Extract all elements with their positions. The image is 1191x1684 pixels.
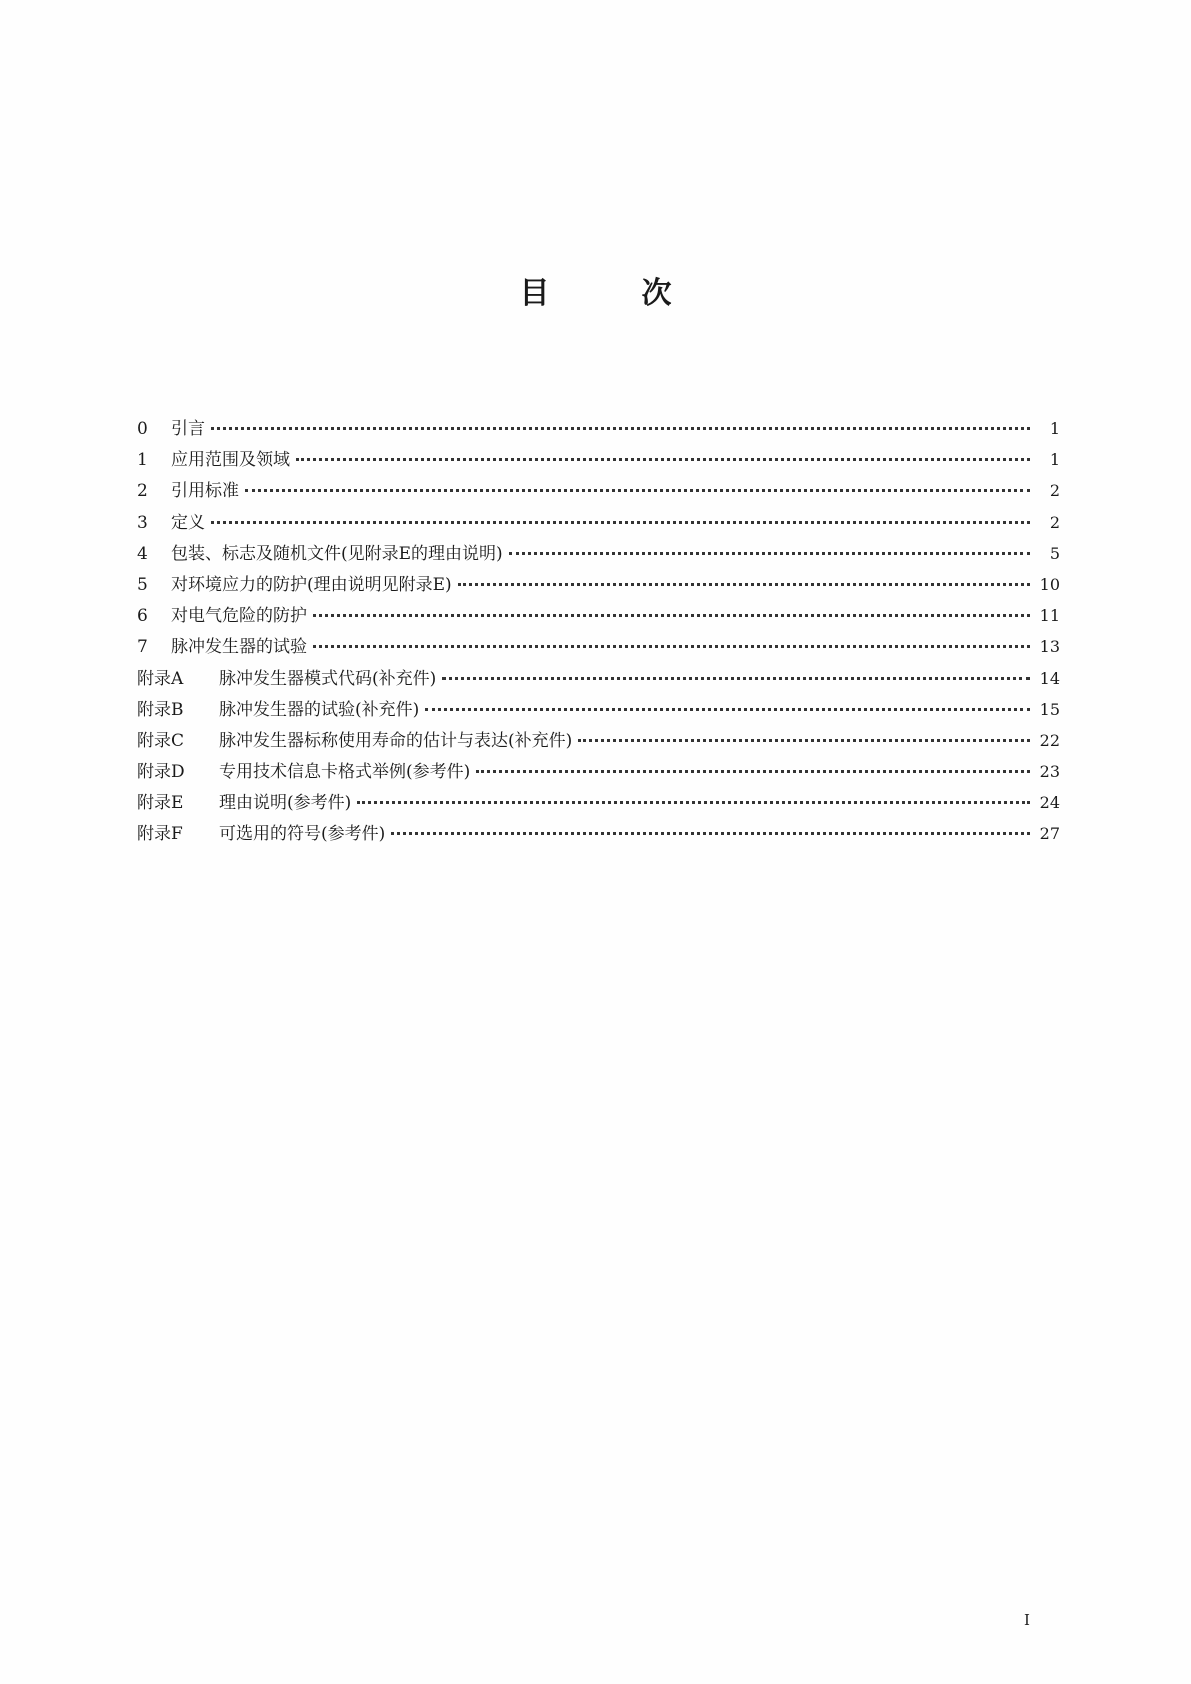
toc-entry-page: 5 xyxy=(1049,543,1060,563)
toc-entry-page: 23 xyxy=(1039,762,1060,782)
toc-entry-label: 对环境应力的防护(理由说明见附录E) xyxy=(171,574,452,595)
toc-entry-page: 13 xyxy=(1039,637,1060,657)
toc-entry-page: 10 xyxy=(1039,574,1060,594)
toc-entry[interactable] xyxy=(137,757,1060,788)
toc-entry[interactable] xyxy=(137,601,1060,632)
toc-entry-number: 7 xyxy=(137,637,148,658)
toc-entry[interactable] xyxy=(137,445,1060,476)
toc-leader-dots xyxy=(245,479,1030,492)
toc-entry-label: 脉冲发生器标称使用寿命的估计与表达(补充件) xyxy=(219,730,573,751)
toc-entry-number: 附录A xyxy=(137,668,184,689)
toc-entry-page: 27 xyxy=(1039,824,1060,844)
toc-leader-dots xyxy=(476,760,1030,773)
toc-entry[interactable] xyxy=(137,726,1060,757)
toc-entry-label: 脉冲发生器模式代码(补充件) xyxy=(219,668,437,689)
toc-entry-label: 脉冲发生器的试验(补充件) xyxy=(219,699,420,720)
toc-entry-number: 3 xyxy=(137,512,148,533)
toc-entry-page: 22 xyxy=(1039,730,1060,750)
toc-entry[interactable] xyxy=(137,570,1060,601)
toc-entry-page: 24 xyxy=(1039,793,1060,813)
toc-entry-label: 定义 xyxy=(171,512,205,533)
toc-entry-number: 附录F xyxy=(137,824,183,845)
title-char-2: 次 xyxy=(641,276,672,311)
toc-entry-label: 引用标准 xyxy=(171,481,239,502)
toc-entry-label: 专用技术信息卡格式举例(参考件) xyxy=(219,762,471,783)
toc-entry-number: 附录D xyxy=(137,762,185,783)
toc-entry-number: 5 xyxy=(137,574,148,595)
toc-leader-dots xyxy=(211,511,1030,524)
toc-entry[interactable] xyxy=(137,664,1060,695)
toc-leader-dots xyxy=(296,448,1030,461)
page-number: I xyxy=(1024,1611,1030,1629)
toc-entry-label: 脉冲发生器的试验 xyxy=(171,637,307,658)
toc-entry[interactable] xyxy=(137,695,1060,726)
toc-leader-dots xyxy=(442,667,1030,680)
table-of-contents xyxy=(137,414,1060,851)
toc-leader-dots xyxy=(425,698,1030,711)
toc-entry-label: 引言 xyxy=(171,419,205,439)
toc-entry-number: 附录C xyxy=(137,730,185,751)
toc-entry-page: 2 xyxy=(1049,512,1060,532)
toc-entry-page: 1 xyxy=(1049,450,1060,470)
toc-leader-dots xyxy=(313,635,1030,648)
toc-entry-page: 14 xyxy=(1039,668,1060,688)
toc-entry[interactable] xyxy=(137,632,1060,663)
toc-entry-label: 对电气危险的防护 xyxy=(171,606,307,627)
toc-entry-number: 附录E xyxy=(137,793,184,814)
toc-entry-number: 0 xyxy=(137,419,148,439)
toc-leader-dots xyxy=(458,573,1030,586)
title-char-1: 目 xyxy=(519,276,550,311)
toc-entry-number: 附录B xyxy=(137,699,184,720)
toc-entry[interactable] xyxy=(137,539,1060,570)
toc-entry-page: 11 xyxy=(1039,606,1060,626)
toc-leader-dots xyxy=(357,791,1030,804)
page-title xyxy=(0,268,1191,312)
toc-entry-page: 2 xyxy=(1049,481,1060,501)
toc-entry-page: 1 xyxy=(1049,419,1060,438)
toc-entry-label: 应用范围及领域 xyxy=(171,450,290,471)
toc-entry-number: 1 xyxy=(137,450,148,471)
toc-entry[interactable] xyxy=(137,788,1060,819)
toc-entry[interactable] xyxy=(137,819,1060,850)
toc-entry[interactable] xyxy=(137,476,1060,507)
toc-leader-dots xyxy=(211,417,1030,430)
toc-entry-page: 15 xyxy=(1039,699,1060,719)
toc-entry-label: 可选用的符号(参考件) xyxy=(219,824,386,845)
toc-leader-dots xyxy=(313,604,1030,617)
toc-entry-number: 4 xyxy=(137,543,148,564)
toc-leader-dots xyxy=(578,729,1030,742)
toc-entry-label: 理由说明(参考件) xyxy=(219,793,352,814)
toc-leader-dots xyxy=(509,542,1030,555)
toc-entry-number: 2 xyxy=(137,481,148,502)
toc-leader-dots xyxy=(391,822,1030,835)
toc-entry[interactable] xyxy=(137,414,1060,445)
toc-entry-label: 包装、标志及随机文件(见附录E的理由说明) xyxy=(171,543,503,564)
toc-entry-number: 6 xyxy=(137,606,148,627)
toc-entry[interactable] xyxy=(137,508,1060,539)
